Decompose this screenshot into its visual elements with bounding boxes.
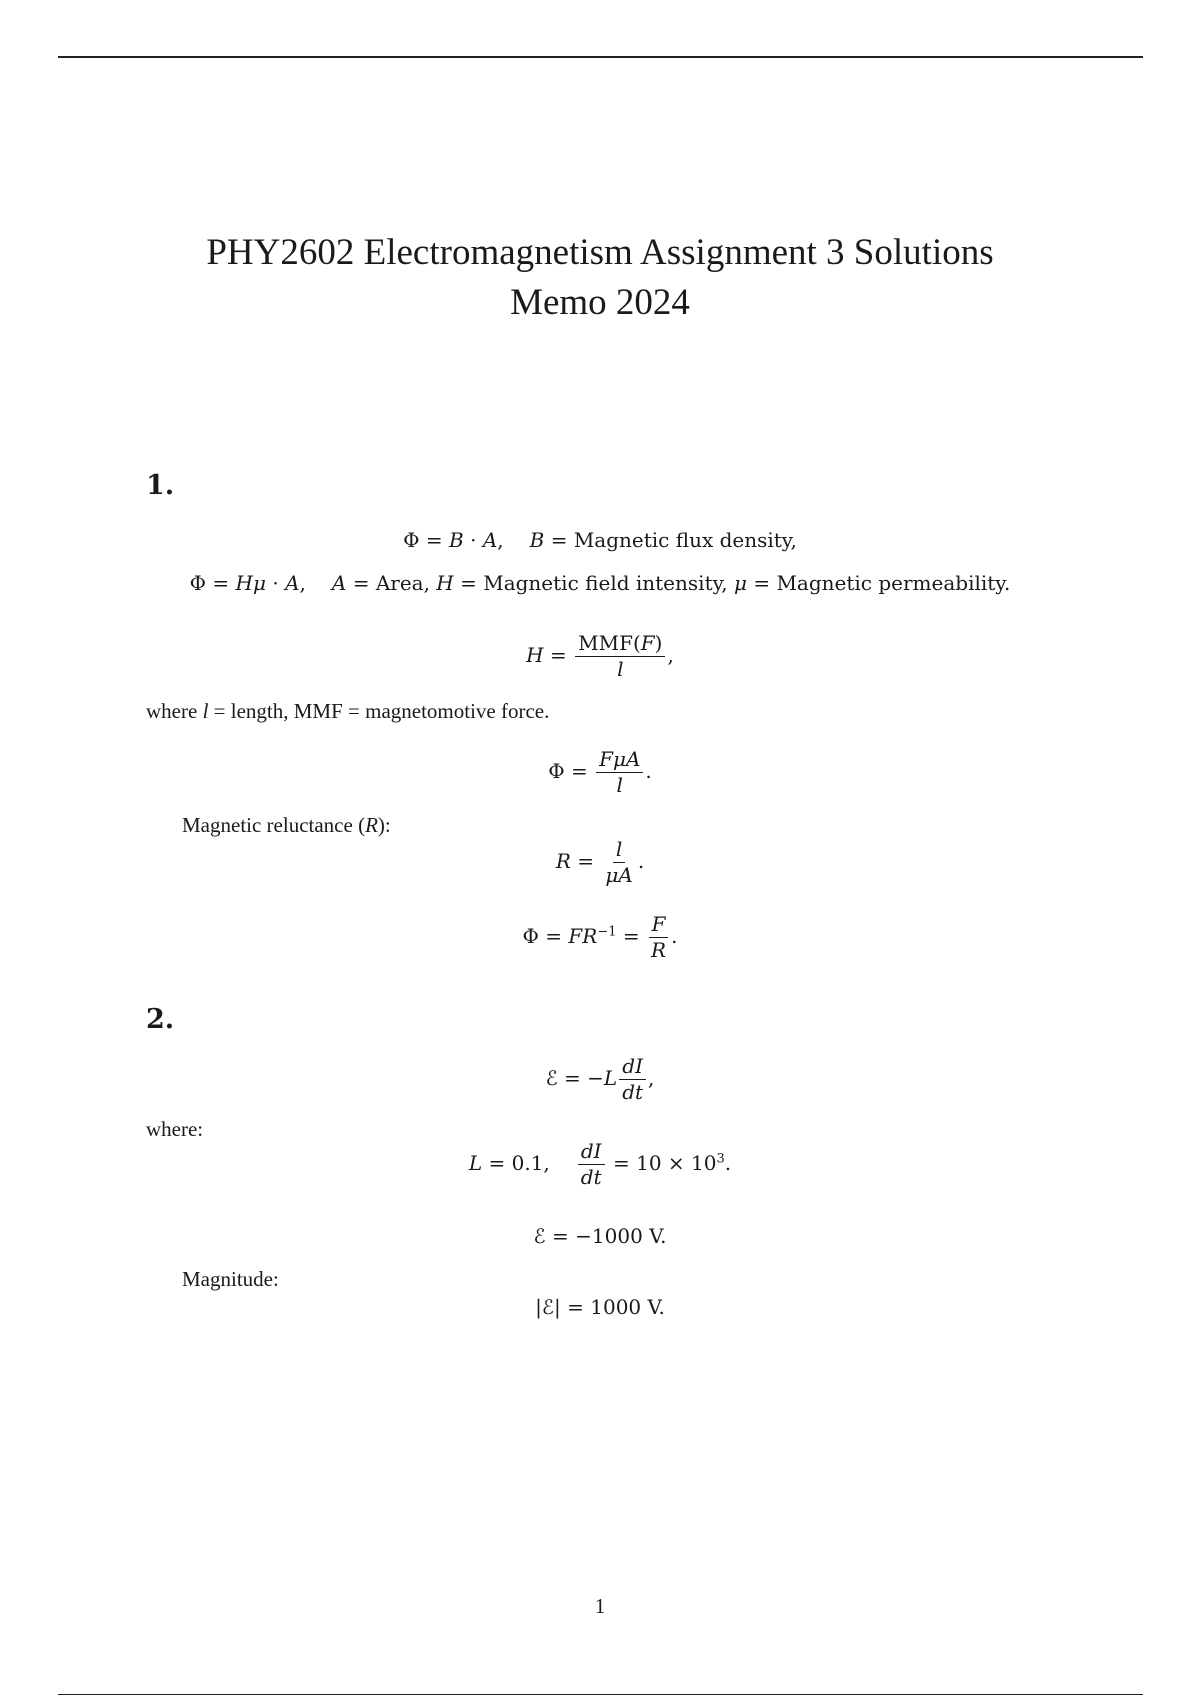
equation-given-values: L = 0.1, $\frac{dI}{dt}$ = $10 \times 10^3$. — [468, 1139, 732, 1189]
mmf-label: MMF( — [578, 631, 641, 655]
equation-emf-result: ℰ = −1000 V. — [533, 1224, 667, 1248]
emf-value: = −1000 V. — [552, 1224, 667, 1248]
equation-reluctance: R = $\frac{l}{\mu A}$ . — [555, 837, 645, 887]
equation-flux-reluctance: $\Phi = FR^{-1}$ = $\frac{F}{R}$ . — [522, 912, 678, 962]
footer-rule — [58, 1694, 1143, 1695]
equation-emf: ℰ = −L $\frac{dI}{dt}$ , — [545, 1054, 655, 1104]
document-subtitle: Memo 2024 — [510, 282, 690, 323]
document-title: PHY2602 Electromagnetism Assignment 3 Solutions — [206, 232, 994, 273]
header-rule — [58, 56, 1143, 58]
equation-flux-fmua: Φ = $\frac{\text{FμA}}{l}$ . — [548, 747, 652, 797]
area-definition: = Area, — [352, 571, 437, 595]
question-2-heading: 2. — [146, 1004, 175, 1035]
emf-magnitude-value: | = 1000 V. — [554, 1295, 665, 1319]
reluctance-label: Magnetic reluctance (R): — [182, 813, 391, 837]
where-length-text: where l = length, MMF = magnetomotive force. — [146, 699, 550, 723]
question-1-heading: 1. — [146, 470, 175, 501]
field-intensity-definition: = Magnetic field intensity, — [460, 571, 734, 595]
equation-flux-hmu: Φ = Hμ · A, A = Area, H = Magnetic field intensity, μ = Magnetic permeability. — [189, 571, 1011, 595]
magnitude-label: Magnitude: — [182, 1267, 279, 1291]
where-label: where: — [146, 1117, 204, 1141]
permeability-definition: = Magnetic permeability. — [753, 571, 1011, 595]
equation-h-mmf: H = $\frac{\text{MMF(F)}}{l}$ , — [526, 631, 674, 681]
equation-emf-magnitude: |ℰ| = 1000 V. — [535, 1295, 665, 1319]
inductance-value: = 0.1, — [488, 1151, 550, 1175]
equation-flux-ba: Φ = B · A, B = Magnetic flux density, — [403, 528, 797, 552]
current-rate-value: = 10 × 10 — [612, 1151, 717, 1175]
page-number: 1 — [594, 1594, 606, 1618]
flux-density-definition: = Magnetic flux density, — [550, 528, 797, 552]
